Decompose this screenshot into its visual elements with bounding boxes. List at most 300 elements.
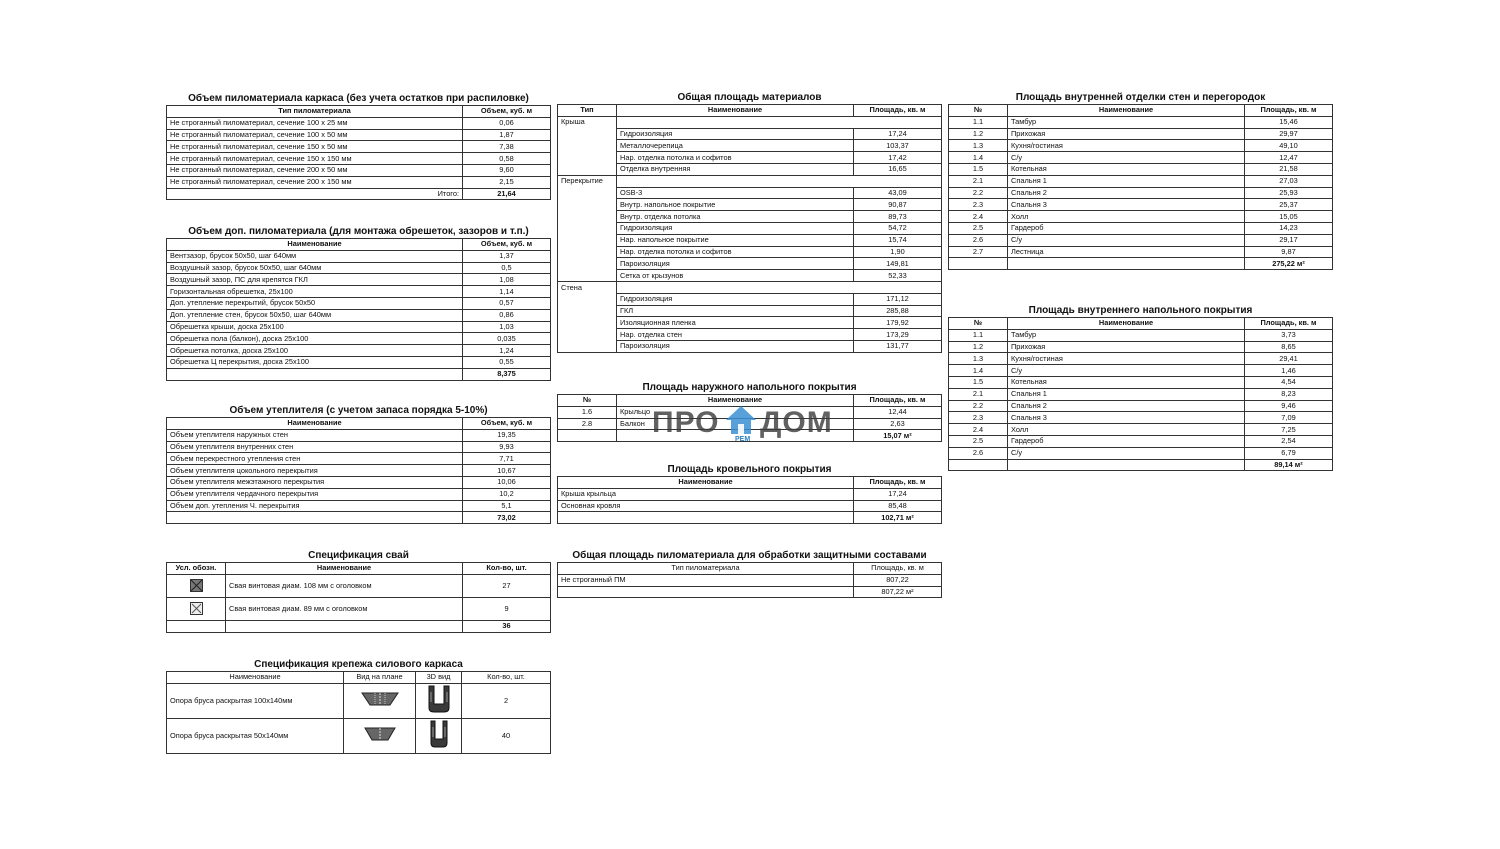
material-area: 285,88 [854, 305, 942, 317]
table-cell: 9,87 [1245, 246, 1333, 258]
table-cell: Не строганный пиломатериал, сечение 100 х 25 мм [167, 117, 463, 129]
table-cell: 1.2 [949, 341, 1008, 353]
table-cell: 2.8 [558, 418, 617, 430]
table-row [558, 340, 942, 352]
group-header-row [558, 175, 942, 187]
header-cell: Усл. обозн. [167, 563, 226, 575]
outdoor-floor-rows [558, 406, 942, 430]
header-cell: Площадь, кв. м [854, 563, 942, 575]
table-row [167, 274, 551, 286]
table-cell: Объем перекрестного утепления стен [167, 453, 463, 465]
table-row [949, 116, 1333, 128]
table-cell: С/у [1008, 152, 1245, 164]
empty-cell [1008, 258, 1245, 270]
table-cell: 12,47 [1245, 152, 1333, 164]
table-cell: 10,67 [463, 465, 551, 477]
table-row [558, 258, 942, 270]
material-area: 16,65 [854, 163, 942, 175]
table-row [558, 488, 942, 500]
table-row [949, 424, 1333, 436]
table-cell: 1.4 [949, 365, 1008, 377]
fasteners-table [166, 671, 551, 754]
empty-cell [949, 459, 1008, 471]
table-row [167, 453, 551, 465]
table-cell: 17,24 [854, 488, 942, 500]
header-cell: Наименование [558, 477, 854, 489]
header-cell: Объем, куб. м [463, 106, 551, 118]
material-name: Сетка от крызунов [617, 270, 854, 282]
header-cell: Наименование [167, 418, 463, 430]
table-cell: 0,5 [463, 262, 551, 274]
material-name: OSB-3 [617, 187, 854, 199]
table-cell: Крыльцо [617, 406, 854, 418]
header-cell: № [949, 105, 1008, 117]
table-cell: 0,06 [463, 117, 551, 129]
material-area: 149,81 [854, 258, 942, 270]
material-name: ГКЛ [617, 305, 854, 317]
table-row [167, 176, 551, 188]
group-header-row [558, 116, 942, 128]
header-cell: Наименование [167, 239, 463, 251]
table-cell: 10,06 [463, 476, 551, 488]
table-cell: Воздушный зазор, ПС для крепятся ГКЛ [167, 274, 463, 286]
materials-area-rows [558, 116, 942, 352]
table-row [558, 270, 942, 282]
table-row [949, 435, 1333, 447]
floor-cover-title: Площадь внутреннего напольного покрытия [1028, 305, 1253, 316]
pile-89-icon [190, 602, 203, 615]
header-cell: Наименование [1008, 105, 1245, 117]
fastener-name: Опора бруса раскрытая 100х140мм [167, 683, 344, 718]
table-cell: 2.4 [949, 211, 1008, 223]
header-cell: Тип [558, 105, 617, 117]
material-name: Нар. отделка потолка и софитов [617, 152, 854, 164]
table-row [167, 286, 551, 298]
table-row [167, 465, 551, 477]
outdoor-floor-table [557, 394, 942, 442]
table-cell: 0,58 [463, 153, 551, 165]
table-cell: 0,55 [463, 356, 551, 368]
table-cell: Не строганный пиломатериал, сечение 150 х 150 мм [167, 153, 463, 165]
table-cell: 1.5 [949, 376, 1008, 388]
roof-cover-table [557, 476, 942, 524]
material-name: Изоляционная пленка [617, 317, 854, 329]
empty-cell [617, 116, 854, 128]
outdoor-floor-block [557, 381, 942, 442]
table-row [167, 356, 551, 368]
table-cell: Горизонтальная обрешетка, 25х100 [167, 286, 463, 298]
floor-cover-table [948, 317, 1333, 471]
header-cell: № [949, 318, 1008, 330]
total-value: 36 [463, 620, 551, 632]
table-cell: Тамбур [1008, 329, 1245, 341]
pile-name: Свая винтовая диам. 89 мм с оголовком [226, 597, 463, 620]
bracket-plan-icon [344, 683, 416, 718]
table-cell: 2.3 [949, 199, 1008, 211]
table-cell: 19,35 [463, 429, 551, 441]
fastener-name: Опора бруса раскрытая 50х140мм [167, 718, 344, 753]
table-cell: С/у [1008, 365, 1245, 377]
table-cell: 2.6 [949, 234, 1008, 246]
table-cell: 8,23 [1245, 388, 1333, 400]
table-cell: 85,48 [854, 500, 942, 512]
material-area: 43,09 [854, 187, 942, 199]
material-name: Внутр. отделка потолка [617, 211, 854, 223]
table-cell: 2.3 [949, 412, 1008, 424]
wall-finish-title: Площадь внутренней отделки стен и перегородок [1015, 92, 1266, 103]
table-row [167, 718, 551, 753]
table-cell: 15,05 [1245, 211, 1333, 223]
material-area: 54,72 [854, 222, 942, 234]
table-cell: 7,09 [1245, 412, 1333, 424]
table-cell: 2.1 [949, 388, 1008, 400]
table-cell: 0,57 [463, 297, 551, 309]
header-cell: Площадь, кв. м [854, 477, 942, 489]
table-row [558, 406, 942, 418]
material-area: 90,87 [854, 199, 942, 211]
table-row [167, 141, 551, 153]
fasteners-title: Спецификация крепежа силового каркаса [254, 659, 463, 670]
header-cell: Наименование [617, 105, 854, 117]
table-row [949, 388, 1333, 400]
header-cell: № [558, 395, 617, 407]
table-cell: Обрешетка пола (балкон), доска 25х100 [167, 333, 463, 345]
table-cell: 2.1 [949, 175, 1008, 187]
table-cell: Спальня 3 [1008, 412, 1245, 424]
group-type: Перекрытие [558, 175, 617, 187]
table-row [949, 128, 1333, 140]
table-cell: 1,24 [463, 345, 551, 357]
frame-lumber-rows [167, 117, 551, 188]
empty-cell [558, 270, 617, 282]
table-cell: 9,46 [1245, 400, 1333, 412]
table-row [558, 199, 942, 211]
table-cell: 1,14 [463, 286, 551, 298]
table-cell: Воздушный зазор, брусок 50х50, шаг 640мм [167, 262, 463, 274]
table-cell: Объем утеплителя межэтажного перекрытия [167, 476, 463, 488]
table-cell: 2,54 [1245, 435, 1333, 447]
table-cell: 1.5 [949, 163, 1008, 175]
table-row [949, 447, 1333, 459]
header-cell: Площадь, кв. м [1245, 105, 1333, 117]
table-cell: Балкон [617, 418, 854, 430]
roof-cover-block [557, 463, 942, 524]
table-cell: 2.2 [949, 400, 1008, 412]
floor-cover-rows [949, 329, 1333, 459]
empty-cell [558, 199, 617, 211]
table-cell: 0,86 [463, 309, 551, 321]
table-cell: Обрешетка Ц перекрытия, доска 25х100 [167, 356, 463, 368]
header-cell: Тип пиломатериала [167, 106, 463, 118]
empty-cell [167, 368, 463, 380]
table-cell: 1.3 [949, 140, 1008, 152]
total-value: 275,22 м² [1245, 258, 1333, 270]
header-cell: Тип пиломатериала [558, 563, 854, 575]
table-cell: Прихожая [1008, 128, 1245, 140]
wall-finish-rows [949, 116, 1333, 258]
table-row [558, 317, 942, 329]
table-cell: Котельная [1008, 163, 1245, 175]
table-row [167, 683, 551, 718]
empty-cell [558, 293, 617, 305]
frame-lumber-table [166, 105, 551, 200]
table-cell: 2.7 [949, 246, 1008, 258]
total-value: 8,375 [463, 368, 551, 380]
table-cell: Не строганный ПМ [558, 574, 854, 586]
table-row [167, 574, 551, 597]
table-row [167, 164, 551, 176]
fasteners-block [166, 658, 551, 754]
empty-cell [854, 281, 942, 293]
table-cell: 1.4 [949, 152, 1008, 164]
table-cell: Объем утеплителя чердачного перекрытия [167, 488, 463, 500]
material-area: 179,92 [854, 317, 942, 329]
table-row [167, 297, 551, 309]
fastener-qty: 40 [462, 718, 551, 753]
total-value: 102,71 м² [854, 512, 942, 524]
table-cell: Не строганный пиломатериал, сечение 100 х 50 мм [167, 129, 463, 141]
table-row [558, 163, 942, 175]
protective-table [557, 562, 942, 598]
material-area: 103,37 [854, 140, 942, 152]
table-cell: С/у [1008, 447, 1245, 459]
table-cell: 25,93 [1245, 187, 1333, 199]
table-row [167, 153, 551, 165]
table-row [558, 574, 942, 586]
table-row [949, 163, 1333, 175]
header-cell: Площадь, кв. м [1245, 318, 1333, 330]
table-cell: 7,25 [1245, 424, 1333, 436]
group-type: Крыша [558, 116, 617, 128]
table-cell: 7,71 [463, 453, 551, 465]
table-cell: Объем утеплителя наружных стен [167, 429, 463, 441]
piles-block [166, 549, 551, 633]
header-cell: Площадь, кв. м [854, 105, 942, 117]
extra-lumber-title: Объем доп. пиломатериала (для монтажа обрешеток, зазоров и т.п.) [188, 226, 529, 237]
table-cell: Спальня 2 [1008, 400, 1245, 412]
fastener-qty: 2 [462, 683, 551, 718]
empty-cell [558, 340, 617, 352]
empty-cell [558, 430, 617, 442]
table-cell: Основная кровля [558, 500, 854, 512]
table-cell: Не строганный пиломатериал, сечение 150 х 50 мм [167, 141, 463, 153]
group-header-row [558, 281, 942, 293]
empty-cell [558, 234, 617, 246]
material-name: Металлочерепица [617, 140, 854, 152]
empty-cell [558, 163, 617, 175]
empty-cell [949, 258, 1008, 270]
empty-cell [1008, 459, 1245, 471]
table-cell: 29,17 [1245, 234, 1333, 246]
table-row [558, 329, 942, 341]
empty-cell [558, 211, 617, 223]
table-cell: Не строганный пиломатериал, сечение 200 х 50 мм [167, 164, 463, 176]
empty-cell [167, 620, 226, 632]
insulation-table [166, 417, 551, 524]
table-row [167, 262, 551, 274]
empty-cell [558, 187, 617, 199]
table-row [558, 418, 942, 430]
header-cell: Кол-во, шт. [463, 563, 551, 575]
material-name: Нар. напольное покрытие [617, 234, 854, 246]
table-row [949, 211, 1333, 223]
table-row [949, 222, 1333, 234]
table-cell: 807,22 [854, 574, 942, 586]
table-row [949, 353, 1333, 365]
protective-block [557, 549, 942, 598]
table-cell: 2.2 [949, 187, 1008, 199]
material-name: Внутр. напольное покрытие [617, 199, 854, 211]
table-row [167, 321, 551, 333]
table-cell: 1.3 [949, 353, 1008, 365]
table-row [949, 365, 1333, 377]
table-row [558, 293, 942, 305]
empty-cell [558, 512, 854, 524]
table-row [558, 140, 942, 152]
frame-lumber-title: Объем пиломатериала каркаса (без учета остатков при распиловке) [188, 93, 529, 104]
table-row [558, 187, 942, 199]
header-cell: Вид на плане [344, 672, 416, 684]
header-cell: Площадь, кв. м [854, 395, 942, 407]
table-cell: 29,41 [1245, 353, 1333, 365]
watermark-right-text: ДОМ [760, 406, 833, 439]
bracket-plan-icon [344, 718, 416, 753]
frame-lumber-block [166, 92, 551, 200]
table-row [949, 246, 1333, 258]
table-cell: 8,65 [1245, 341, 1333, 353]
table-cell: Кухня/гостиная [1008, 140, 1245, 152]
table-cell: Гардероб [1008, 222, 1245, 234]
table-row [558, 305, 942, 317]
table-cell: Спальня 2 [1008, 187, 1245, 199]
empty-cell [558, 222, 617, 234]
table-row [167, 476, 551, 488]
table-row [558, 211, 942, 223]
outdoor-floor-title: Площадь наружного напольного покрытия [642, 382, 857, 393]
table-cell: С/у [1008, 234, 1245, 246]
bracket-3d-icon [416, 683, 462, 718]
extra-lumber-block [166, 225, 551, 381]
watermark-sub-text: РЕМ [735, 436, 751, 443]
header-cell: 3D вид [416, 672, 462, 684]
table-cell: 14,23 [1245, 222, 1333, 234]
table-cell: 49,10 [1245, 140, 1333, 152]
material-area: 15,74 [854, 234, 942, 246]
table-cell: Крыша крыльца [558, 488, 854, 500]
protective-rows [558, 574, 942, 586]
header-cell: Наименование [1008, 318, 1245, 330]
table-cell: 10,2 [463, 488, 551, 500]
table-row [167, 309, 551, 321]
insulation-title: Объем утеплителя (с учетом запаса порядка 5-10%) [229, 405, 488, 416]
empty-cell [617, 281, 854, 293]
table-cell: 1.2 [949, 128, 1008, 140]
table-cell: Лестница [1008, 246, 1245, 258]
material-name: Пароизоляция [617, 340, 854, 352]
table-cell: Доп. утепление стен, брусок 50х50, шаг 640мм [167, 309, 463, 321]
table-cell: 15,46 [1245, 116, 1333, 128]
table-row [949, 341, 1333, 353]
table-cell: Гардероб [1008, 435, 1245, 447]
table-cell: 2.5 [949, 222, 1008, 234]
table-cell: 3,73 [1245, 329, 1333, 341]
table-cell: Котельная [1008, 376, 1245, 388]
header-cell: Наименование [167, 672, 344, 684]
empty-cell [226, 620, 463, 632]
table-row [949, 412, 1333, 424]
table-row [949, 175, 1333, 187]
material-area: 17,24 [854, 128, 942, 140]
total-value: 73,02 [463, 512, 551, 524]
material-name: Нар. отделка стен [617, 329, 854, 341]
pile-qty: 27 [463, 574, 551, 597]
table-cell: 1.6 [558, 406, 617, 418]
table-row [167, 250, 551, 262]
empty-cell [558, 317, 617, 329]
table-cell: Объем утеплителя внутренних стен [167, 441, 463, 453]
piles-title: Спецификация свай [308, 550, 409, 561]
header-cell: Объем, куб. м [463, 239, 551, 251]
pile-108-icon [190, 579, 203, 592]
extra-lumber-table [166, 238, 551, 381]
table-row [167, 429, 551, 441]
table-cell: 7,38 [463, 141, 551, 153]
floor-cover-block [948, 304, 1333, 471]
empty-cell [617, 175, 854, 187]
material-area: 173,29 [854, 329, 942, 341]
table-row [949, 140, 1333, 152]
empty-cell [558, 128, 617, 140]
empty-cell [558, 140, 617, 152]
empty-cell [558, 246, 617, 258]
roof-cover-title: Площадь кровельного покрытия [667, 464, 832, 475]
empty-cell [558, 305, 617, 317]
table-cell: 27,03 [1245, 175, 1333, 187]
pile-name: Свая винтовая диам. 108 мм с оголовком [226, 574, 463, 597]
table-cell: Объем утеплителя цокольного перекрытия [167, 465, 463, 477]
header-cell: Объем, куб. м [463, 418, 551, 430]
empty-cell [558, 329, 617, 341]
table-row [949, 234, 1333, 246]
header-cell: Наименование [226, 563, 463, 575]
header-cell: Наименование [617, 395, 854, 407]
table-row [558, 152, 942, 164]
table-cell: 2,15 [463, 176, 551, 188]
insulation-rows [167, 429, 551, 512]
total-value: 89,14 м² [1245, 459, 1333, 471]
table-cell: Объем доп. утепления Ч. перекрытия [167, 500, 463, 512]
table-cell: 2.5 [949, 435, 1008, 447]
table-row [558, 500, 942, 512]
table-cell: Холл [1008, 424, 1245, 436]
material-name: Гидроизоляция [617, 128, 854, 140]
table-cell: Холл [1008, 211, 1245, 223]
table-row [558, 222, 942, 234]
pile-symbol-cell [167, 597, 226, 620]
table-cell: 6,79 [1245, 447, 1333, 459]
table-row [949, 152, 1333, 164]
table-row [167, 488, 551, 500]
total-value: 807,22 м² [854, 586, 942, 598]
material-name: Отделка внутренняя [617, 163, 854, 175]
material-name: Пароизоляция [617, 258, 854, 270]
pile-symbol-cell [167, 574, 226, 597]
insulation-block [166, 404, 551, 524]
table-cell: Обрешетка крыши, доска 25х100 [167, 321, 463, 333]
table-cell: Не строганный пиломатериал, сечение 200 х 150 мм [167, 176, 463, 188]
material-name: Гидроизоляция [617, 293, 854, 305]
empty-cell [558, 258, 617, 270]
